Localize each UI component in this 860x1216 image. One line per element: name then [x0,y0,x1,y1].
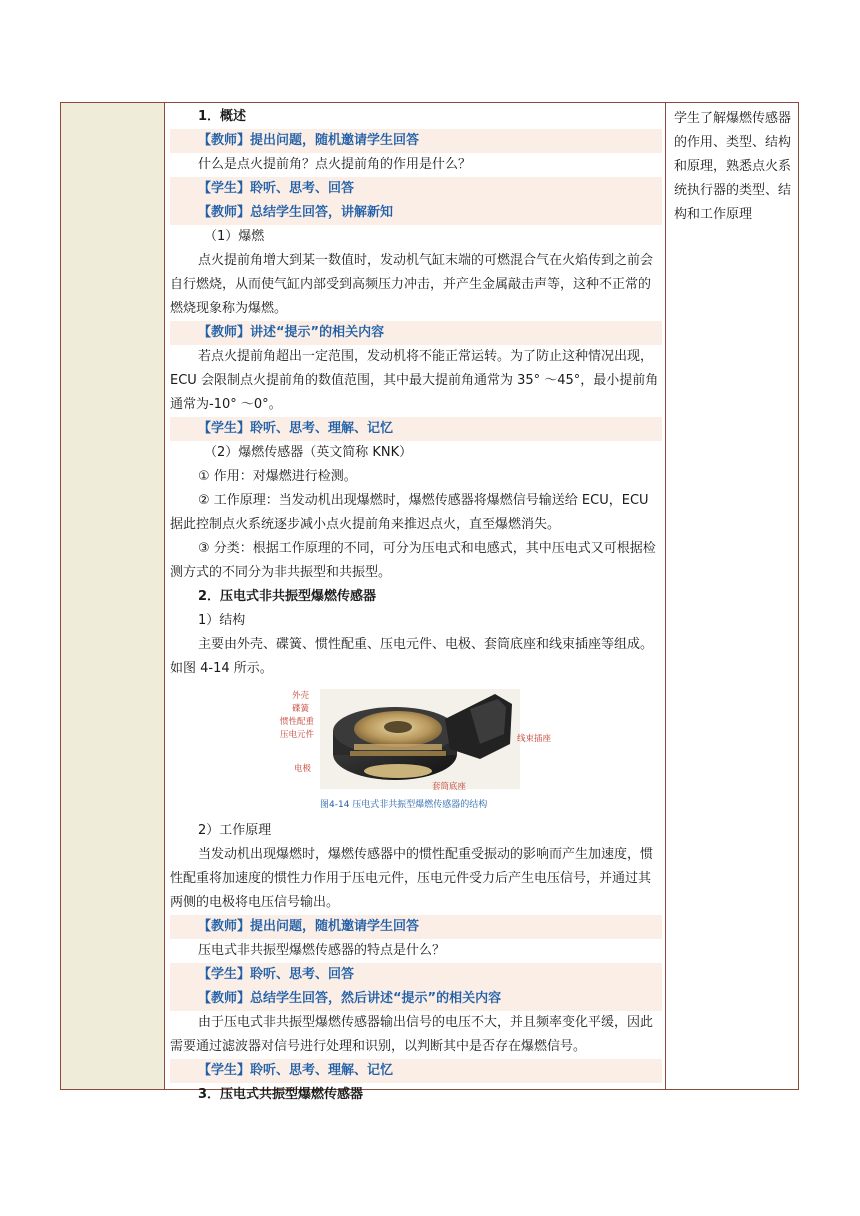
list-item-cont: 据此控制点火系统逐步减小点火提前角来推迟点火，直至爆燃消失。 [170,517,561,532]
paragraph-line: 如图 4-14 所示。 [170,661,273,676]
paragraph-line: 若点火提前角超出一定范围，发动机将不能正常运转。为了防止这种情况出现， [198,349,654,364]
figure-label: 电极 [294,764,312,774]
sensor-figure [170,683,662,819]
objectives-column [665,103,798,1089]
figure-label: 外壳 [292,691,310,701]
paragraph-line: 通常为-10° ～0°。 [170,397,282,412]
figure-label: 惯性配重 [280,717,315,727]
teacher-prompt: 【教师】总结学生回答，然后讲述“提示”的相关内容 [170,987,662,1011]
paragraph-line: 主要由外壳、碟簧、惯性配重、压电元件、电极、套筒底座和线束插座等组成。 [198,637,654,652]
paragraph-line: 由于压电式非共振型爆燃传感器输出信号的电压不大，并且频率变化平缓，因此 [198,1015,654,1030]
student-prompt: 【学生】聆听、思考、理解、记忆 [170,1059,662,1083]
teacher-prompt: 【教师】总结学生回答，讲解新知 [170,201,662,225]
figure-label: 线束插座 [517,734,552,744]
paragraph-line: ECU 会限制点火提前角的数值范围，其中最大提前角通常为 35° ～45°，最小提前角 [170,373,659,388]
paragraph-line: 燃烧现象称为爆燃。 [170,301,288,316]
section-1-title: 1．概述 [198,109,247,124]
figure-label: 压电元件 [280,730,315,740]
paragraph-line: 当发动机出现爆燃时，爆燃传感器中的惯性配重受振动的影响而产生加速度，惯 [198,847,654,862]
question: 什么是点火提前角？点火提前角的作用是什么？ [198,157,472,172]
list-item-cont: 测方式的不同分为非共振型和共振型。 [170,565,392,580]
list-item: ① 作用：对爆燃进行检测。 [198,469,357,484]
lesson-table [60,102,799,1102]
left-column [61,103,165,1089]
student-prompt: 【学生】聆听、思考、回答 [170,963,662,987]
paragraph-line: 点火提前角增大到某一数值时，发动机气缸末端的可燃混合气在火焰传到之前会 [198,253,654,268]
content-column [170,103,662,1102]
teacher-prompt: 【教师】提出问题，随机邀请学生回答 [170,915,662,939]
paragraph-line: 性配重将加速度的惯性力作用于压电元件，压电元件受力后产生电压信号，并通过其 [170,871,652,886]
figure-label: 套筒底座 [432,782,467,792]
section-2-title: 2．压电式非共振型爆燃传感器 [198,589,377,604]
list-item: ② 工作原理：当发动机出现爆燃时，爆燃传感器将爆燃信号输送给 ECU，ECU [198,493,649,508]
subsection-title: 2）工作原理 [198,823,272,838]
teacher-prompt: 【教师】讲述“提示”的相关内容 [170,321,662,345]
figure-label: 碟簧 [292,704,310,714]
objective-text: 学生了解爆燃传感器的作用、类型、结构和原理，熟悉点火系统执行器的类型、结构和工作原理 [674,111,792,222]
subsection-title: 1）结构 [198,613,246,628]
knock-sensor-photo [320,689,520,789]
section-3-title: 3．压电式共振型爆燃传感器 [198,1087,364,1102]
question: 压电式非共振型爆燃传感器的特点是什么？ [198,943,446,958]
paragraph-line: 自行燃烧，从而使气缸内部受到高频压力冲击，并产生金属敲击声等，这种不正常的 [170,277,652,292]
figure-caption: 图4-14 压电式非共振型爆燃传感器的结构 [320,800,488,810]
student-prompt: 【学生】聆听、思考、回答 [170,177,662,201]
subsection-title: （2）爆燃传感器（英文简称 KNK） [204,445,413,460]
subsection-title: （1）爆燃 [204,229,265,244]
paragraph-line: 需要通过滤波器对信号进行处理和识别，以判断其中是否存在爆燃信号。 [170,1039,587,1054]
student-prompt: 【学生】聆听、思考、理解、记忆 [170,417,662,441]
paragraph-line: 两侧的电极将电压信号输出。 [170,895,340,910]
list-item: ③ 分类：根据工作原理的不同，可分为压电式和电感式，其中压电式又可根据检 [198,541,656,556]
teacher-prompt: 【教师】提出问题，随机邀请学生回答 [170,129,662,153]
